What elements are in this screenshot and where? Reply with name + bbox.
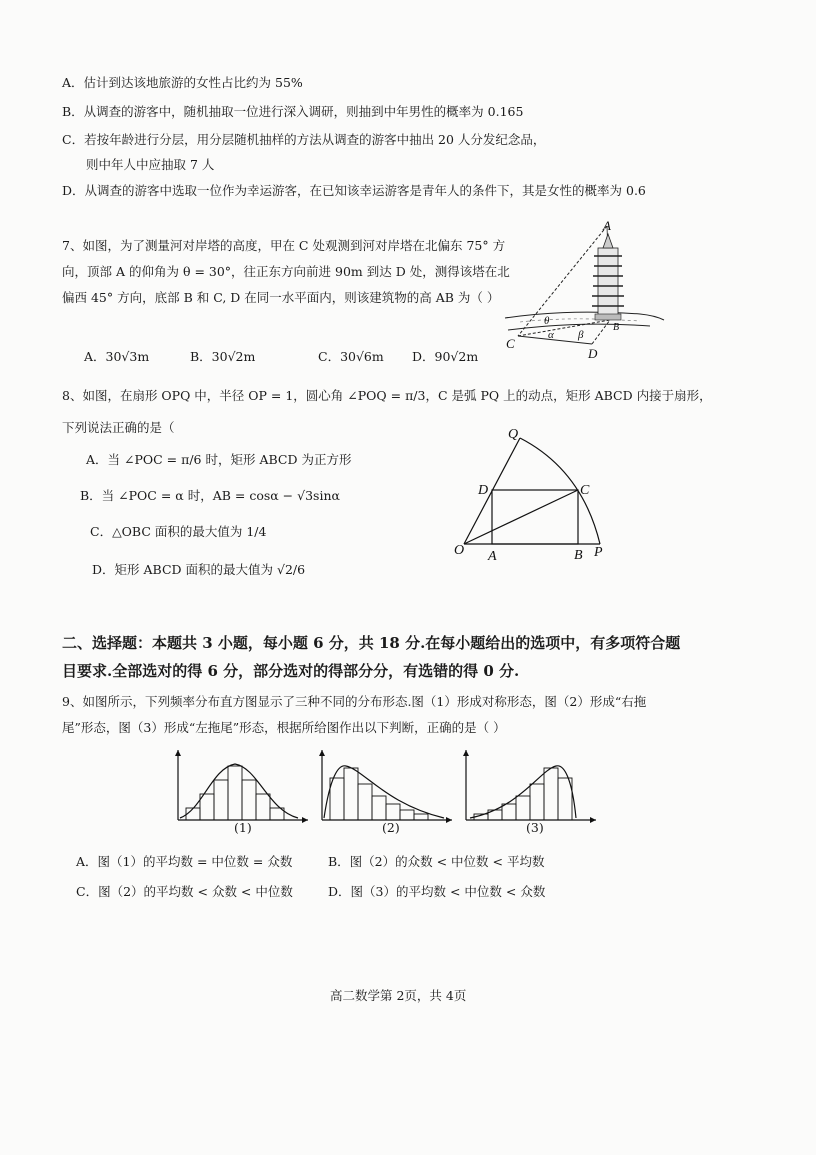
label-c: C (506, 336, 515, 351)
q6-option-b: B．从调查的游客中，随机抽取一位进行深入调研，则抽到中年男性的概率为 0.165 (62, 104, 524, 119)
q8-line-1: 8、如图，在扇形 OPQ 中，半径 OP = 1，圆心角 ∠POQ = π/3，C 是弧 PQ 上的动点，矩形 ABCD 内接于扇形， (62, 388, 712, 403)
q8-option-c: C．△OBC 面积的最大值为 1/4 (90, 524, 267, 539)
q6-option-c-cont: 则中年人中应抽取 7 人 (86, 157, 215, 172)
label-o: O (454, 543, 465, 558)
label-p: P (594, 545, 603, 560)
histogram-bars (186, 766, 284, 820)
label-alpha: α (548, 329, 554, 341)
label-q: Q (508, 427, 519, 442)
label-a: A (603, 218, 611, 233)
label-beta: β (578, 329, 584, 341)
q9-option-b: B．图（2）的众数 < 中位数 < 平均数 (328, 854, 545, 869)
q8-option-b: B．当 ∠POC = α 时，AB = cosα − √3sinα (80, 488, 340, 503)
q7-option-b: B．30√2m (190, 349, 256, 364)
label-theta: θ (544, 315, 550, 327)
density-curve (470, 766, 576, 818)
label-b: B (613, 322, 620, 333)
rectangle-abcd (492, 490, 578, 544)
q8-option-d: D．矩形 ABCD 面积的最大值为 √2/6 (92, 562, 306, 577)
label-d: D (478, 483, 489, 498)
q7-option-d: D．90√2m (412, 349, 479, 364)
density-curve (180, 764, 298, 818)
q8-line-2: 下列说法正确的是（ (62, 420, 175, 435)
label-a: A (488, 549, 497, 564)
q8-sector-figure (454, 428, 624, 568)
river-bank-line (505, 312, 664, 320)
sight-line-ca (518, 226, 607, 336)
q6-option-c: C．若按年龄进行分层，用分层随机抽样的方法从调查的游客中抽出 20 人分发纪念品， (62, 132, 546, 147)
q7-option-c: C．30√6m (318, 349, 384, 364)
q7-line-3: 偏西 45° 方向，底部 B 和 C, D 在同一水平面内，则该建筑物的高 AB 为（ ） (62, 290, 500, 305)
pagoda-icon (592, 234, 624, 320)
q8-option-a: A．当 ∠POC = π/6 时，矩形 ABCD 为正方形 (86, 452, 352, 467)
q7-tower-figure (500, 218, 670, 363)
q7-line-1: 7、如图，为了测量河对岸塔的高度，甲在 C 处观测到河对岸塔在北偏东 75° 方 (62, 238, 506, 253)
q6-option-a: A．估计到达该地旅游的女性占比约为 55% (62, 75, 303, 90)
q9-option-a: A．图（1）的平均数 = 中位数 = 众数 (76, 854, 293, 869)
water-line (520, 319, 640, 322)
segment-oc (464, 490, 578, 544)
section-2-heading-1: 二、选择题：本题共 3 小题，每小题 6 分，共 18 分.在每小题给出的选项中，有多项符合题 (62, 634, 681, 652)
q9-option-d: D．图（3）的平均数 < 中位数 < 众数 (328, 884, 546, 899)
q7-line-2: 向，顶部 A 的仰角为 θ = 30°，往正东方向前进 90m 到达 D 处，测得该塔在北 (62, 264, 510, 279)
label-d: D (588, 346, 598, 361)
histogram-bars (330, 768, 428, 820)
q7-option-a: A．30√3m (84, 349, 150, 364)
q9-line-1: 9、如图所示，下列频率分布直方图显示了三种不同的分布形态.图（1）形成对称形态，图（2）形成“右拖 (62, 694, 647, 709)
q9-option-c: C．图（2）的平均数 < 众数 < 中位数 (76, 884, 293, 899)
page-footer: 高二数学第 2页，共 4页 (330, 988, 467, 1003)
section-2-heading-2: 目要求.全部选对的得 6 分，部分选对的得部分分，有选错的得 0 分. (62, 662, 520, 680)
q9-line-2: 尾”形态，图（3）形成“左拖尾”形态，根据所给图作出以下判断，正确的是（ ） (62, 720, 506, 735)
density-curve (324, 766, 444, 818)
histogram-3-caption: (3) (526, 820, 544, 835)
line-db (592, 320, 610, 344)
label-c: C (580, 483, 590, 498)
histogram-2-caption: (2) (382, 820, 400, 835)
q6-option-d: D．从调查的游客中选取一位作为幸运游客，在已知该幸运游客是青年人的条件下，其是女性的概率为 0.6 (62, 183, 646, 198)
label-b: B (574, 548, 583, 563)
histogram-1-caption: (1) (234, 820, 252, 835)
line-cb (518, 320, 610, 336)
